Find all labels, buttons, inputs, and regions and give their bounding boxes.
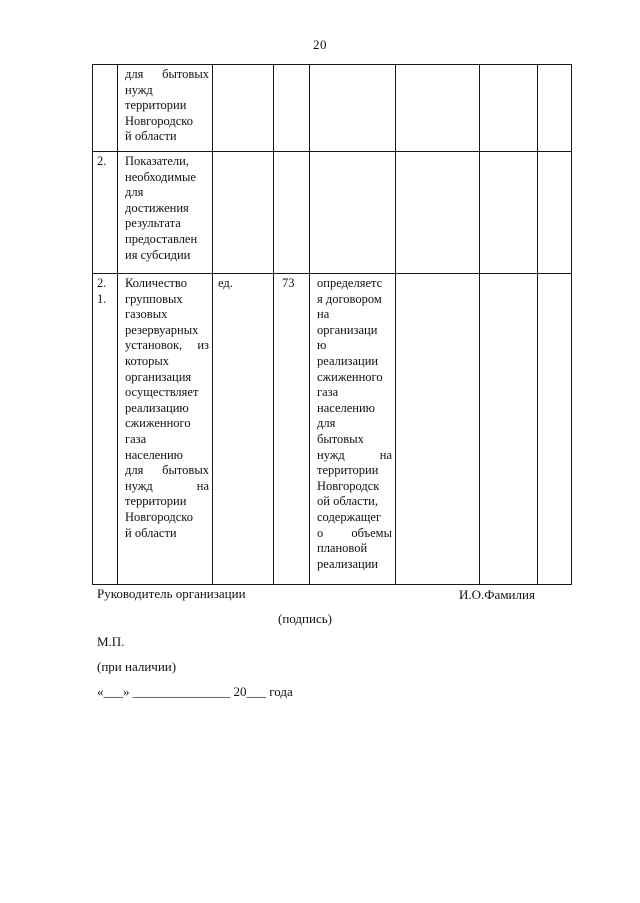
indicator-name-cell bbox=[118, 274, 213, 585]
note-line: сжиженного bbox=[317, 369, 383, 384]
empty-cell bbox=[480, 65, 538, 152]
row-number-cell bbox=[93, 274, 118, 585]
note-line: я договором bbox=[317, 291, 382, 306]
indicator-name-line: газа bbox=[125, 431, 147, 446]
value-cell bbox=[274, 65, 310, 152]
indicator-name-line: ия субсидии bbox=[125, 247, 191, 262]
note-line: бытовых bbox=[317, 431, 364, 446]
empty-cell bbox=[396, 152, 480, 274]
indicator-name-line: для bbox=[125, 185, 144, 200]
empty-cell bbox=[396, 65, 480, 152]
note-line: определяетс bbox=[317, 276, 383, 290]
empty-cell bbox=[480, 274, 538, 585]
indicator-name-line: Количество bbox=[125, 276, 187, 290]
note-line: газа bbox=[317, 385, 339, 400]
stamp-note: (при наличии) bbox=[97, 659, 177, 674]
indicator-name-line: й области bbox=[125, 129, 177, 144]
note-line: о объемы bbox=[317, 525, 392, 540]
note-cell bbox=[310, 152, 396, 274]
stamp-label: М.П. bbox=[97, 634, 125, 649]
subsidy-indicators-table bbox=[92, 64, 572, 585]
note-line: ю bbox=[317, 338, 327, 353]
table-row bbox=[93, 65, 572, 152]
row-number: 2. bbox=[97, 276, 107, 290]
indicator-name-line: групповых bbox=[125, 291, 183, 306]
table-row bbox=[93, 152, 572, 274]
indicator-name-line: населению bbox=[125, 447, 183, 462]
empty-cell bbox=[480, 152, 538, 274]
note-line: организаци bbox=[317, 322, 378, 337]
note-line: реализации bbox=[317, 556, 379, 571]
empty-cell bbox=[396, 274, 480, 585]
empty-cell bbox=[538, 274, 572, 585]
indicator-name-line: й области bbox=[125, 525, 177, 540]
indicator-name-line: результата bbox=[125, 216, 181, 231]
indicator-name-line: установок, из bbox=[125, 338, 209, 353]
indicator-name-line: нужд bbox=[125, 82, 153, 97]
row-number: 1. bbox=[97, 291, 107, 306]
value-cell bbox=[274, 274, 310, 585]
unit-cell bbox=[213, 65, 274, 152]
indicator-name-line: для бытовых bbox=[125, 463, 209, 478]
note-line: населению bbox=[317, 400, 375, 415]
indicator-name-line: газовых bbox=[125, 307, 168, 322]
date-line: «___» _______________ 20___ года bbox=[97, 684, 293, 699]
indicator-value: 73 bbox=[282, 276, 295, 290]
signature-label: (подпись) bbox=[278, 611, 332, 626]
note-cell bbox=[310, 65, 396, 152]
indicator-name-line: Новгородско bbox=[125, 113, 193, 128]
note-line: плановой bbox=[317, 541, 368, 556]
indicator-name-line: территории bbox=[125, 98, 187, 113]
indicator-name-cell bbox=[118, 152, 213, 274]
indicator-name-cell bbox=[118, 65, 213, 152]
row-number-cell bbox=[93, 152, 118, 274]
indicator-name-line: для бытовых bbox=[125, 67, 209, 81]
note-line: территории bbox=[317, 463, 379, 478]
head-of-organization-label: Руководитель организации bbox=[97, 586, 246, 601]
indicator-name-line: предоставлен bbox=[125, 231, 198, 246]
unit-value: ед. bbox=[218, 276, 233, 290]
note-line: на bbox=[317, 307, 330, 322]
note-line: нужд на bbox=[317, 447, 392, 462]
indicator-name-line: нужд на bbox=[125, 478, 209, 493]
row-number-cell bbox=[93, 65, 118, 152]
indicator-name-line: достижения bbox=[125, 200, 189, 215]
indicator-name-line: резервуарных bbox=[125, 322, 199, 337]
table-row bbox=[93, 274, 572, 585]
indicator-name-line: Показатели, bbox=[125, 154, 189, 168]
name-placeholder-label: И.О.Фамилия bbox=[459, 587, 535, 602]
unit-cell bbox=[213, 152, 274, 274]
indicator-name-line: которых bbox=[125, 353, 169, 368]
page-number: 20 bbox=[313, 37, 327, 52]
empty-cell bbox=[538, 65, 572, 152]
value-cell bbox=[274, 152, 310, 274]
note-line: для bbox=[317, 416, 336, 431]
note-line: Новгородск bbox=[317, 478, 380, 493]
row-number: 2. bbox=[97, 154, 107, 168]
indicator-name-line: реализацию bbox=[125, 400, 189, 415]
note-cell bbox=[310, 274, 396, 585]
note-line: содержащег bbox=[317, 509, 382, 524]
indicator-name-line: территории bbox=[125, 494, 187, 509]
indicator-name-line: Новгородско bbox=[125, 509, 193, 524]
indicator-name-line: сжиженного bbox=[125, 416, 191, 431]
indicator-name-line: организация bbox=[125, 369, 192, 384]
note-line: ой области, bbox=[317, 494, 378, 509]
empty-cell bbox=[538, 152, 572, 274]
unit-cell bbox=[213, 274, 274, 585]
indicator-name-line: осуществляет bbox=[125, 385, 199, 400]
note-line: реализации bbox=[317, 353, 379, 368]
indicator-name-line: необходимые bbox=[125, 169, 196, 184]
